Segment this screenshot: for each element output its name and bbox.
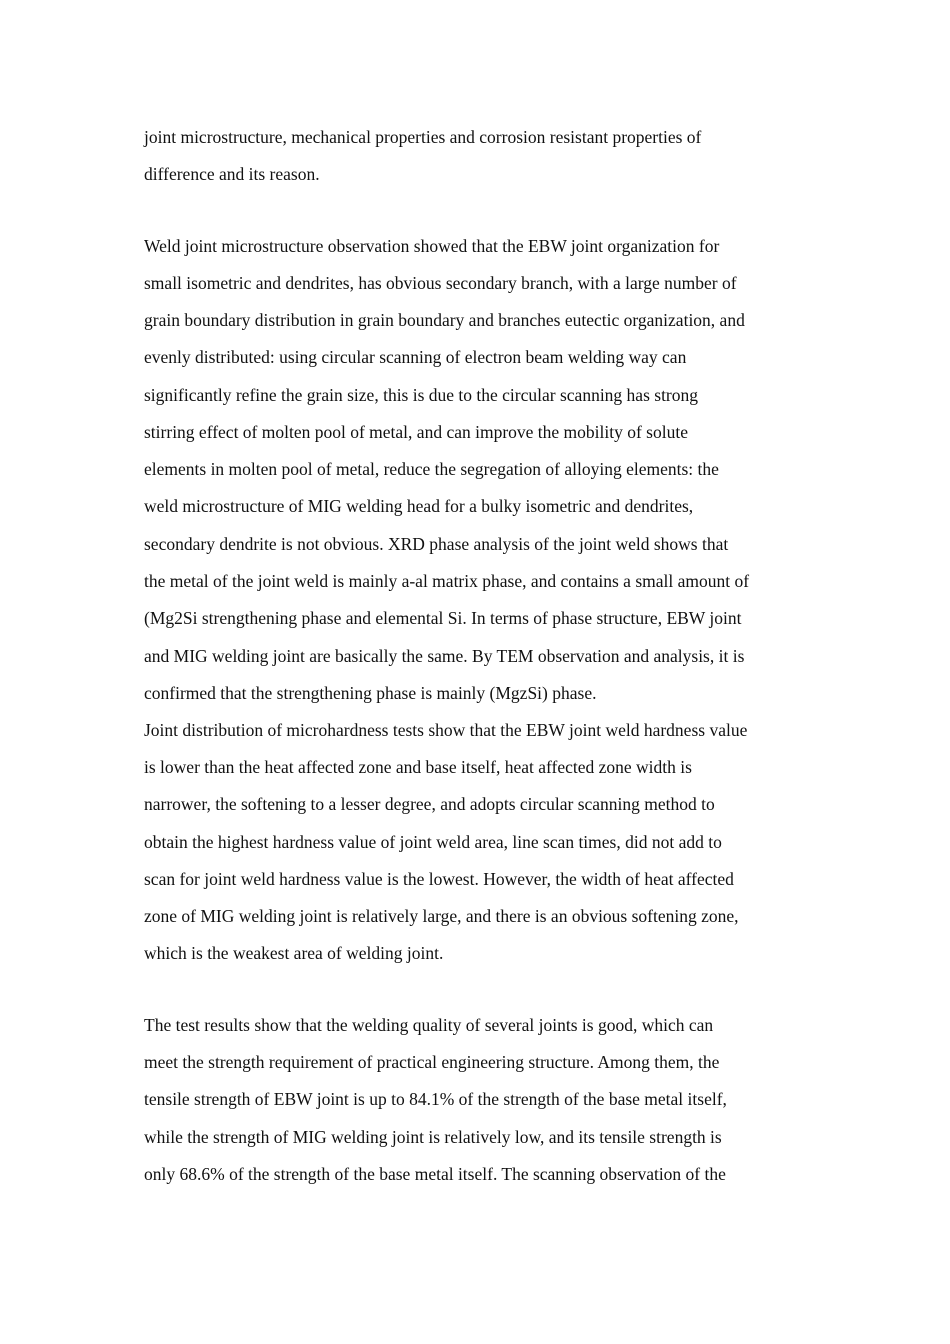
text-line: Joint distribution of microhardness tests show that the EBW joint weld hardness value: [144, 720, 748, 740]
text-line: tensile strength of EBW joint is up to 84.1% of the strength of the base metal itself,: [144, 1089, 727, 1109]
text-line: scan for joint weld hardness value is the lowest. However, the width of heat affected: [144, 869, 734, 889]
text-line: secondary dendrite is not obvious. XRD phase analysis of the joint weld shows that: [144, 534, 729, 554]
text-line: confirmed that the strengthening phase is mainly (MgzSi) phase.: [144, 683, 597, 703]
text-line: grain boundary distribution in grain boundary and branches eutectic organization, and: [144, 310, 745, 330]
text-line: (Mg2Si strengthening phase and elemental Si. In terms of phase structure, EBW joint: [144, 608, 742, 628]
text-line: significantly refine the grain size, this is due to the circular scanning has strong: [144, 385, 699, 405]
text-line: stirring effect of molten pool of metal, and can improve the mobility of solute: [144, 422, 688, 442]
text-line: elements in molten pool of metal, reduce the segregation of alloying elements: the: [144, 459, 719, 479]
text-line: meet the strength requirement of practical engineering structure. Among them, the: [144, 1052, 720, 1072]
text-line: zone of MIG welding joint is relatively large, and there is an obvious softening zone,: [144, 906, 739, 926]
text-line: joint microstructure, mechanical properties and corrosion resistant properties of: [144, 127, 702, 147]
text-line: narrower, the softening to a lesser degree, and adopts circular scanning method to: [144, 794, 715, 814]
text-line: the metal of the joint weld is mainly a-al matrix phase, and contains a small amount of: [144, 571, 750, 591]
text-line: small isometric and dendrites, has obvious secondary branch, with a large number of: [144, 273, 737, 293]
text-line: obtain the highest hardness value of joint weld area, line scan times, did not add to: [144, 832, 722, 852]
text-line: weld microstructure of MIG welding head for a bulky isometric and dendrites,: [144, 496, 694, 516]
text-line: Weld joint microstructure observation showed that the EBW joint organization for: [144, 236, 720, 256]
text-line: only 68.6% of the strength of the base metal itself. The scanning observation of the: [144, 1164, 726, 1184]
text-line: which is the weakest area of welding joint.: [144, 943, 444, 963]
text-line: evenly distributed: using circular scanning of electron beam welding way can: [144, 347, 687, 367]
text-line: and MIG welding joint are basically the same. By TEM observation and analysis, it is: [144, 646, 745, 666]
text-line: difference and its reason.: [144, 164, 320, 184]
text-line: The test results show that the welding quality of several joints is good, which can: [144, 1015, 714, 1035]
text-line: while the strength of MIG welding joint is relatively low, and its tensile strength is: [144, 1127, 722, 1147]
text-line: is lower than the heat affected zone and base itself, heat affected zone width is: [144, 757, 692, 777]
